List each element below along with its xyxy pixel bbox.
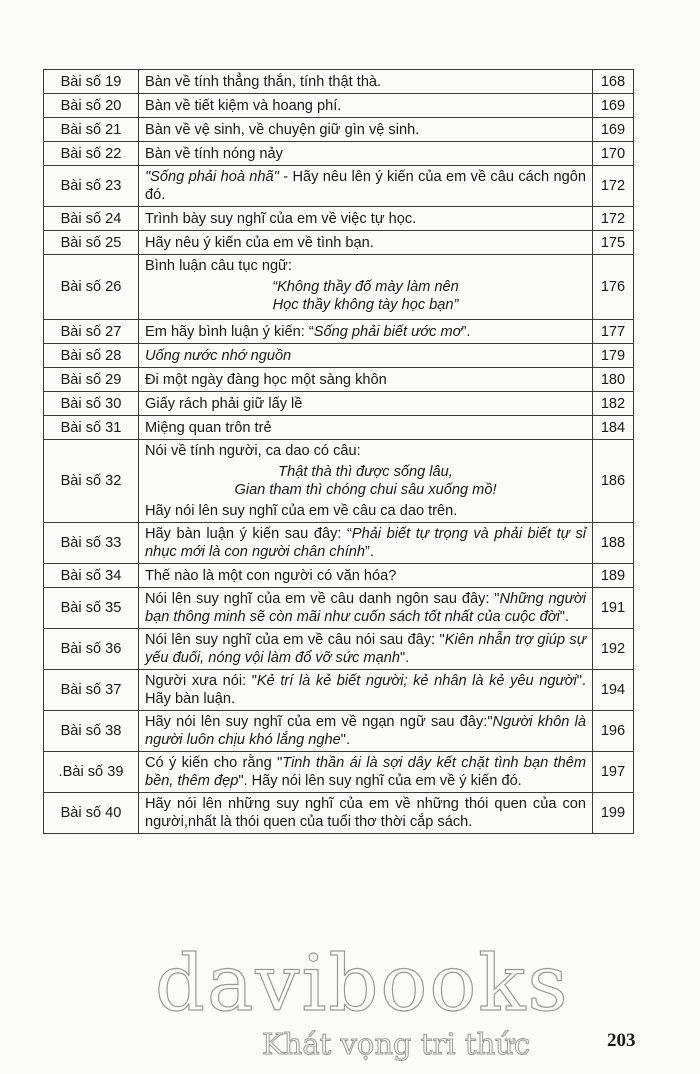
table-row [44,588,634,629]
table-row [44,670,634,711]
table-row [44,440,634,523]
table-row [44,231,634,255]
title-text: ". [340,732,351,748]
lesson-number: Bài số 32 [44,440,139,523]
quote-text: Kẻ trí là kẻ biết người; kẻ nhân là kẻ yêu người [256,673,577,689]
title-text: - Hãy nêu lên ý kiến của em về câu cách ngôn đó. [145,169,586,203]
lesson-title [139,588,593,629]
title-text: ". Hãy bàn luận. [145,673,586,707]
lesson-title [139,118,593,142]
table-row [44,94,634,118]
lesson-title [139,142,593,166]
table-of-contents [43,69,634,834]
lesson-title [139,793,593,834]
lesson-title [139,711,593,752]
lesson-title [139,166,593,207]
table-row [44,392,634,416]
lesson-page: 177 [593,320,634,344]
lesson-page: 169 [593,118,634,142]
table-row [44,320,634,344]
lesson-page: 189 [593,564,634,588]
lesson-title [139,368,593,392]
lesson-number: Bài số 31 [44,416,139,440]
lesson-number: Bài số 21 [44,118,139,142]
quote-text: Phải biết tự trọng và phải biết tự sỉ nhục mới là con người chân chính [145,526,586,560]
table-row [44,255,634,320]
lesson-title [139,416,593,440]
lesson-page: 180 [593,368,634,392]
lesson-number: Bài số 23 [44,166,139,207]
lesson-page: 197 [593,752,634,793]
lesson-number: Bài số 29 [44,368,139,392]
title-text: ". [559,609,570,625]
lesson-page: 184 [593,416,634,440]
quote-text: "Sống phải hoà nhã" [145,169,279,185]
lesson-title [139,231,593,255]
title-text: Có ý kiến cho rằng " [145,755,283,771]
lesson-number: Bài số 36 [44,629,139,670]
title-text: Bình luận câu tục ngữ: [145,258,292,274]
lesson-number: Bài số 19 [44,70,139,94]
lesson-page: 192 [593,629,634,670]
title-text: Bàn về tính nóng nảy [145,145,283,162]
lesson-title [139,344,593,368]
title-text: Hãy nói lên những suy nghĩ của em về những thói quen của con người,nhất là thói quen của tuổi thơ thời cắp sách. [145,796,586,830]
lesson-title [139,564,593,588]
table-row [44,70,634,94]
title-text: Bàn về tính thẳng thắn, tính thật thà. [145,73,382,90]
lesson-page: 182 [593,392,634,416]
table-row [44,793,634,834]
title-text: Hãy nói lên suy nghĩ của em về câu ca dao trên. [145,503,458,519]
verse-line: “Không thầy đố mày làm nên [272,279,459,295]
lesson-page: 186 [593,440,634,523]
title-text: Hãy nói lên suy nghĩ của em về ngạn ngữ sau đây:" [145,714,493,730]
lesson-page: 188 [593,523,634,564]
lesson-page: 169 [593,94,634,118]
verse-line: Học thầy không tày học bạn” [272,297,459,313]
lesson-title [139,440,593,523]
title-text: Người xưa nói: " [145,673,257,689]
lesson-page: 194 [593,670,634,711]
verse-line: Gian tham thì chóng chui sâu xuống mồ! [234,482,497,498]
lesson-title [139,255,593,320]
title-text: Bàn về vệ sinh, về chuyện giữ gìn vệ sinh. [145,121,420,138]
table-row [44,564,634,588]
lesson-number: Bài số 22 [44,142,139,166]
lesson-page: 176 [593,255,634,320]
title-text: ". [399,650,410,666]
lesson-title [139,320,593,344]
lesson-page: 170 [593,142,634,166]
title-text: Em hãy bình luận ý kiến: “ [145,323,314,340]
watermark-slogan: Khát vọng tri thức [262,1027,531,1061]
quote-text: Những người bạn thông minh sẽ còn mãi như cuốn sách tốt nhất của cuộc đời [145,591,586,625]
lesson-number: .Bài số 39 [44,752,139,793]
verse-line: Thật thà thì được sống lâu, [278,464,453,480]
lesson-number: Bài số 24 [44,207,139,231]
title-text: Bàn về tiết kiệm và hoang phí. [145,97,342,114]
quote-text: Tinh thần ái là sợi dây kết chặt tình bạn thêm bền, thêm đẹp [145,755,586,789]
lesson-page: 179 [593,344,634,368]
lesson-number: Bài số 27 [44,320,139,344]
lesson-number: Bài số 37 [44,670,139,711]
lesson-number: Bài số 40 [44,793,139,834]
lesson-page: 172 [593,207,634,231]
title-text: Thế nào là một con người có văn hóa? [145,567,397,584]
title-text: ”. [364,544,374,560]
title-text: ". Hãy nói lên suy nghĩ của em về ý kiến đó. [238,773,522,789]
lesson-title [139,752,593,793]
table-row [44,118,634,142]
title-text: Miệng quan trôn trẻ [145,419,272,436]
title-text: Nói về tính người, ca dao có câu: [145,443,361,459]
title-text: ”. [461,323,471,340]
lesson-title [139,392,593,416]
lesson-title [139,629,593,670]
table-row [44,368,634,392]
title-text: Nói lên suy nghĩ của em về câu danh ngôn sau đây: " [145,591,500,607]
table-row [44,416,634,440]
title-text: Hãy nêu ý kiến của em về tình bạn. [145,234,374,251]
lesson-title [139,70,593,94]
lesson-page: 175 [593,231,634,255]
title-text: Trình bày suy nghĩ của em về việc tự học. [145,210,417,227]
quote-text: Uống nước nhớ nguồn [145,347,292,364]
lesson-title [139,670,593,711]
page-number: 203 [607,1030,636,1051]
quote-text: Sống phải biết ước mơ [313,323,462,340]
quote-text: Kiên nhẫn trợ giúp sự yếu đuối, nóng vội làm đổ vỡ sức mạnh [145,632,586,666]
lesson-title [139,94,593,118]
lesson-page: 172 [593,166,634,207]
table-row [44,752,634,793]
table-row [44,523,634,564]
lesson-number: Bài số 33 [44,523,139,564]
title-text: Đi một ngày đàng học một sàng khôn [145,371,387,388]
lesson-number: Bài số 26 [44,255,139,320]
lesson-number: Bài số 25 [44,231,139,255]
quote-text: Người khôn là người luôn chịu khó lắng nghe [145,714,586,748]
title-text: Nói lên suy nghĩ của em về câu nói sau đây: " [145,632,445,648]
lesson-page: 191 [593,588,634,629]
table-row [44,207,634,231]
table-row [44,629,634,670]
lesson-number: Bài số 30 [44,392,139,416]
lesson-number: Bài số 20 [44,94,139,118]
table-row [44,142,634,166]
table-row [44,711,634,752]
lesson-number: Bài số 38 [44,711,139,752]
table-row [44,344,634,368]
lesson-number: Bài số 34 [44,564,139,588]
table-row [44,166,634,207]
watermark-brand: davibooks [155,939,570,1029]
title-text: Giấy rách phải giữ lấy lề [145,395,303,412]
lesson-title [139,207,593,231]
lesson-number: Bài số 35 [44,588,139,629]
lesson-page: 199 [593,793,634,834]
lesson-page: 196 [593,711,634,752]
lesson-page: 168 [593,70,634,94]
lesson-title [139,523,593,564]
title-text: Hãy bàn luận ý kiến sau đây: “ [145,526,352,542]
lesson-number: Bài số 28 [44,344,139,368]
